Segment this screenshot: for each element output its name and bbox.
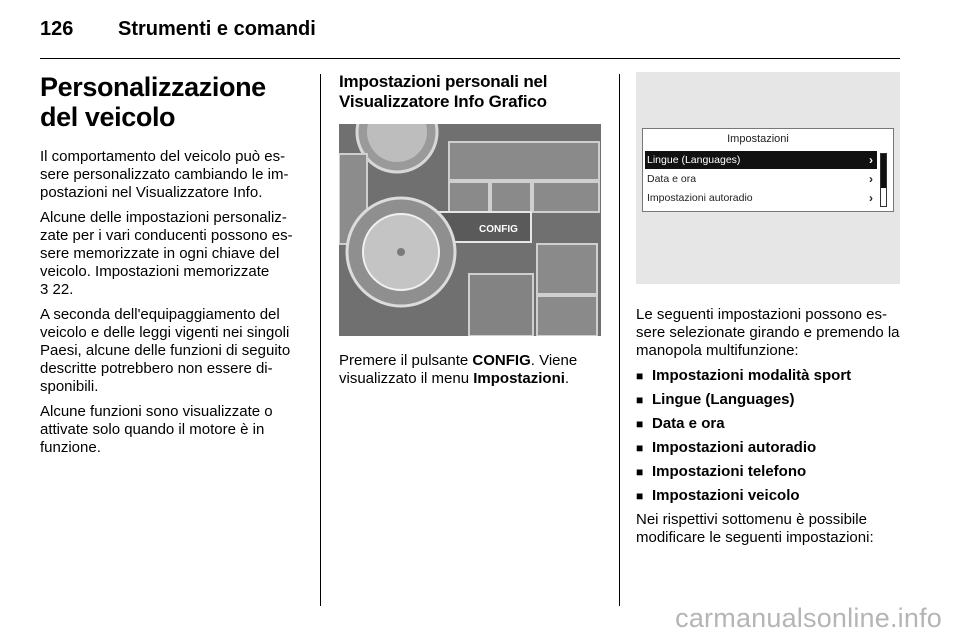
list-item bbox=[636, 367, 902, 385]
chapter-title: Strumenti e comandi bbox=[118, 18, 316, 40]
column-1 bbox=[40, 72, 302, 464]
text-run: Premere il pulsante bbox=[339, 352, 473, 369]
column-3 bbox=[636, 72, 902, 554]
column-divider-2 bbox=[619, 74, 620, 606]
config-term: CONFIG bbox=[472, 352, 531, 369]
paragraph: Il comportamento del veicolo può essere personalizzato cambiando le impostazioni nel Visualizzatore Info. bbox=[40, 148, 289, 201]
bullet-icon: ■ bbox=[636, 441, 644, 455]
screen-menu-item bbox=[645, 189, 877, 207]
list-item bbox=[636, 391, 902, 409]
paragraph: Le seguenti impostazioni possono essere selezionate girando e premendo la manopola multifunzione: bbox=[636, 306, 900, 359]
config-button-label: CONFIG bbox=[479, 224, 518, 235]
info-display-illustration bbox=[636, 72, 900, 284]
list-item-label: Impostazioni modalità sport bbox=[652, 367, 852, 384]
paragraph: Alcune delle impostazioni personalizzate per i vari conducenti possono essere memorizzate in ogni chiave del veicolo. Impostazioni memorizzate bbox=[40, 209, 293, 280]
section-title: Personalizzazione del veicolo bbox=[40, 72, 266, 132]
list-item-label: Impostazioni telefono bbox=[652, 463, 807, 480]
bullet-icon: ■ bbox=[636, 465, 644, 479]
bullet-icon: ■ bbox=[636, 369, 644, 383]
list-item bbox=[636, 439, 902, 457]
paragraph bbox=[339, 352, 601, 388]
list-item bbox=[636, 487, 902, 505]
chevron-right-icon: › bbox=[869, 172, 873, 186]
text-run: . Viene visualizzato il menu bbox=[339, 352, 578, 387]
bullet-icon: ■ bbox=[636, 489, 644, 503]
list-item-label: Data e ora bbox=[652, 415, 725, 432]
header-rule bbox=[40, 58, 900, 59]
column-2 bbox=[339, 72, 601, 395]
paragraph: A seconda dell'equipaggiamento del veicolo e delle leggi vigenti nei singoli Paesi, alcune delle funzioni di seguito descritte potrebbero non essere disponibili. bbox=[40, 306, 291, 395]
screen-menu-item-label: Lingue (Languages) bbox=[647, 154, 741, 166]
subsection-title: Impostazioni personali nel Visualizzatore Info Grafico bbox=[339, 72, 548, 111]
impostazioni-term: Impostazioni bbox=[473, 370, 565, 387]
list-item bbox=[636, 415, 902, 433]
list-item-label: Lingue (Languages) bbox=[652, 391, 795, 408]
watermark: carmanualsonline.info bbox=[675, 603, 942, 633]
list-item-label: Impostazioni veicolo bbox=[652, 487, 800, 504]
screen-scrollbar-thumb bbox=[881, 154, 886, 188]
screen-menu-item bbox=[645, 170, 877, 188]
screen-scrollbar bbox=[880, 153, 887, 207]
screen-menu-item-label: Impostazioni autoradio bbox=[647, 192, 753, 204]
chevron-right-icon: › bbox=[869, 191, 873, 205]
column-divider-1 bbox=[320, 74, 321, 606]
paragraph: Alcune funzioni sono visualizzate o attivate solo quando il motore è in funzione. bbox=[40, 403, 273, 456]
page-header bbox=[40, 18, 316, 48]
chevron-right-icon: › bbox=[869, 153, 873, 167]
text-run: . bbox=[564, 370, 570, 387]
list-item-label: Impostazioni autoradio bbox=[652, 439, 817, 456]
list-item bbox=[636, 463, 902, 481]
page-reference[interactable]: 3 22. bbox=[40, 281, 74, 298]
settings-list bbox=[636, 367, 902, 505]
screen-menu-item bbox=[645, 151, 877, 169]
info-display-screen bbox=[642, 128, 894, 212]
dashboard-panel-illustration bbox=[339, 124, 601, 336]
screen-menu-item-label: Data e ora bbox=[647, 173, 697, 185]
config-button-photo bbox=[339, 124, 601, 336]
bullet-icon: ■ bbox=[636, 393, 644, 407]
page-number: 126 bbox=[40, 18, 74, 40]
paragraph: Nei rispettivi sottomenu è possibile modificare le seguenti impostazioni: bbox=[636, 511, 874, 546]
screen-title: Impostazioni bbox=[727, 133, 789, 145]
bullet-icon: ■ bbox=[636, 417, 644, 431]
